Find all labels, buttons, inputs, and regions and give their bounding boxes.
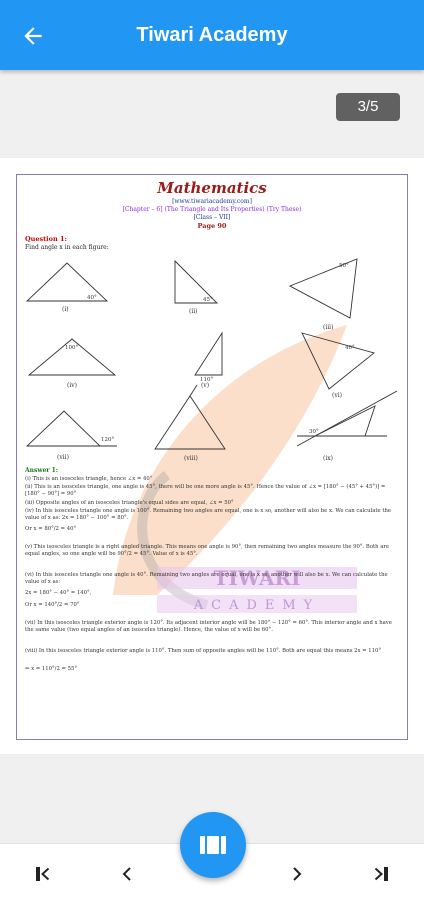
answer-line: (iv) In this isosceles triangle one angle is 100°. Remaining two angles are equal, one is x so, another will also be x. We can calculate the value of x as: 2x = 180° − 100° = 80°. (25, 508, 392, 522)
chevron-left-icon[interactable] (115, 862, 139, 886)
question-text: Find angle x in each figure: (25, 244, 109, 251)
angle-label-vii: 120° (101, 437, 115, 443)
angle-label-ix: 30° (309, 429, 319, 435)
document-page (16, 174, 408, 740)
doc-class: [Class – VII] (193, 214, 231, 221)
figure-label-i: (i) (62, 306, 69, 313)
doc-chapter: [Chapter – 6] (The Triangle and Its Properties) (Try These) (122, 206, 302, 213)
figure-vi (302, 333, 374, 389)
figure-label-ii: (ii) (189, 308, 198, 315)
figure-viii (155, 396, 225, 449)
skip-to-last-icon[interactable] (369, 862, 393, 886)
pdf-page-viewer[interactable] (0, 158, 424, 754)
figure-v (195, 333, 222, 375)
watermark-text-2: ACADEMY (193, 598, 321, 613)
answer-line: ⇒ x = 110°/2 = 55° (25, 666, 78, 672)
angle-label-viii: 110° (200, 377, 214, 383)
figure-label-v: (v) (201, 382, 210, 389)
answer-line: (v) This isosceles triangle is a right angled triangle. This means one angle is 90°, then remaining two angles measure the 90°. Both are equal angles, so one angle will be 90°/2 = 45°. Value of x is 45°. (25, 544, 390, 558)
doc-website: [www.tiwariacademy.com] (172, 198, 252, 205)
doc-title: Mathematics (157, 179, 267, 197)
answer-line: (viii) In this isosceles triangle exterior angle is 110°. Then sum of opposite angles will be 110°. Both are equal this means 2x = 110° (25, 648, 382, 654)
figure-label-viii: (viii) (184, 455, 198, 462)
skip-to-first-icon[interactable] (31, 862, 55, 886)
app-bar (0, 0, 424, 70)
answer-line: (i) This is an isosceles triangle, hence ∠x = 40° (25, 476, 153, 482)
figure-label-ix: (ix) (323, 455, 333, 462)
answer-line: (iii) Opposite angles of an isosceles triangle's equal sides are equal, ∠x = 50° (25, 500, 234, 506)
answer-line: 2x = 180° − 40° = 140°, (25, 590, 92, 596)
page-counter: 3/5 (336, 93, 400, 121)
triangle-figures (17, 251, 408, 471)
figure-label-iii: (iii) (323, 324, 334, 331)
answer-line: Or x = 140°/2 = 70° (25, 602, 80, 608)
angle-label-vi: 40° (345, 345, 355, 351)
angle-label-iii: 50° (339, 263, 349, 269)
answer-line: (vii) In this isosceles triangle exterior angle is 120°. Its adjacent interior angle will be 180° − 120° = 60°. This interior angle and x have the same value (two equal angles of an isosceles triangle). Hence, the value of x will be 60°. (25, 620, 392, 634)
app-title: Tiwari Academy (136, 24, 288, 46)
answer-line: (vi) In this isosceles triangle one angle is 40°. Remaining two angles are equal, one is x so, another will also be x. We can calculate the value of x as: (25, 572, 388, 586)
answer-heading: Answer 1: (25, 467, 59, 474)
chevron-right-icon[interactable] (285, 862, 309, 886)
figure-label-vi: (vi) (332, 392, 342, 399)
figure-vii (27, 411, 100, 446)
doc-page-number: Page 90 (197, 222, 227, 230)
book-open-icon (199, 833, 227, 857)
book-view-button[interactable] (180, 812, 246, 878)
angle-label-i: 40° (87, 295, 97, 301)
watermark-text-1: TIWARI (213, 566, 301, 590)
answer-line: Or x = 80°/2 = 40° (25, 526, 77, 532)
angle-label-ii: 45° (203, 297, 213, 303)
figure-label-iv: (iv) (67, 382, 77, 389)
question-heading: Question 1: (25, 235, 67, 243)
answer-line: (ii) This is an isosceles triangle, one angle is 45°, there will be one more angle is 45°. Hence the value of ∠x = [180° − (45° + 45°)] = [180° − 90°] = 90° (25, 484, 386, 498)
angle-label-iv: 100° (65, 345, 79, 351)
figure-label-vii: (vii) (57, 454, 69, 461)
